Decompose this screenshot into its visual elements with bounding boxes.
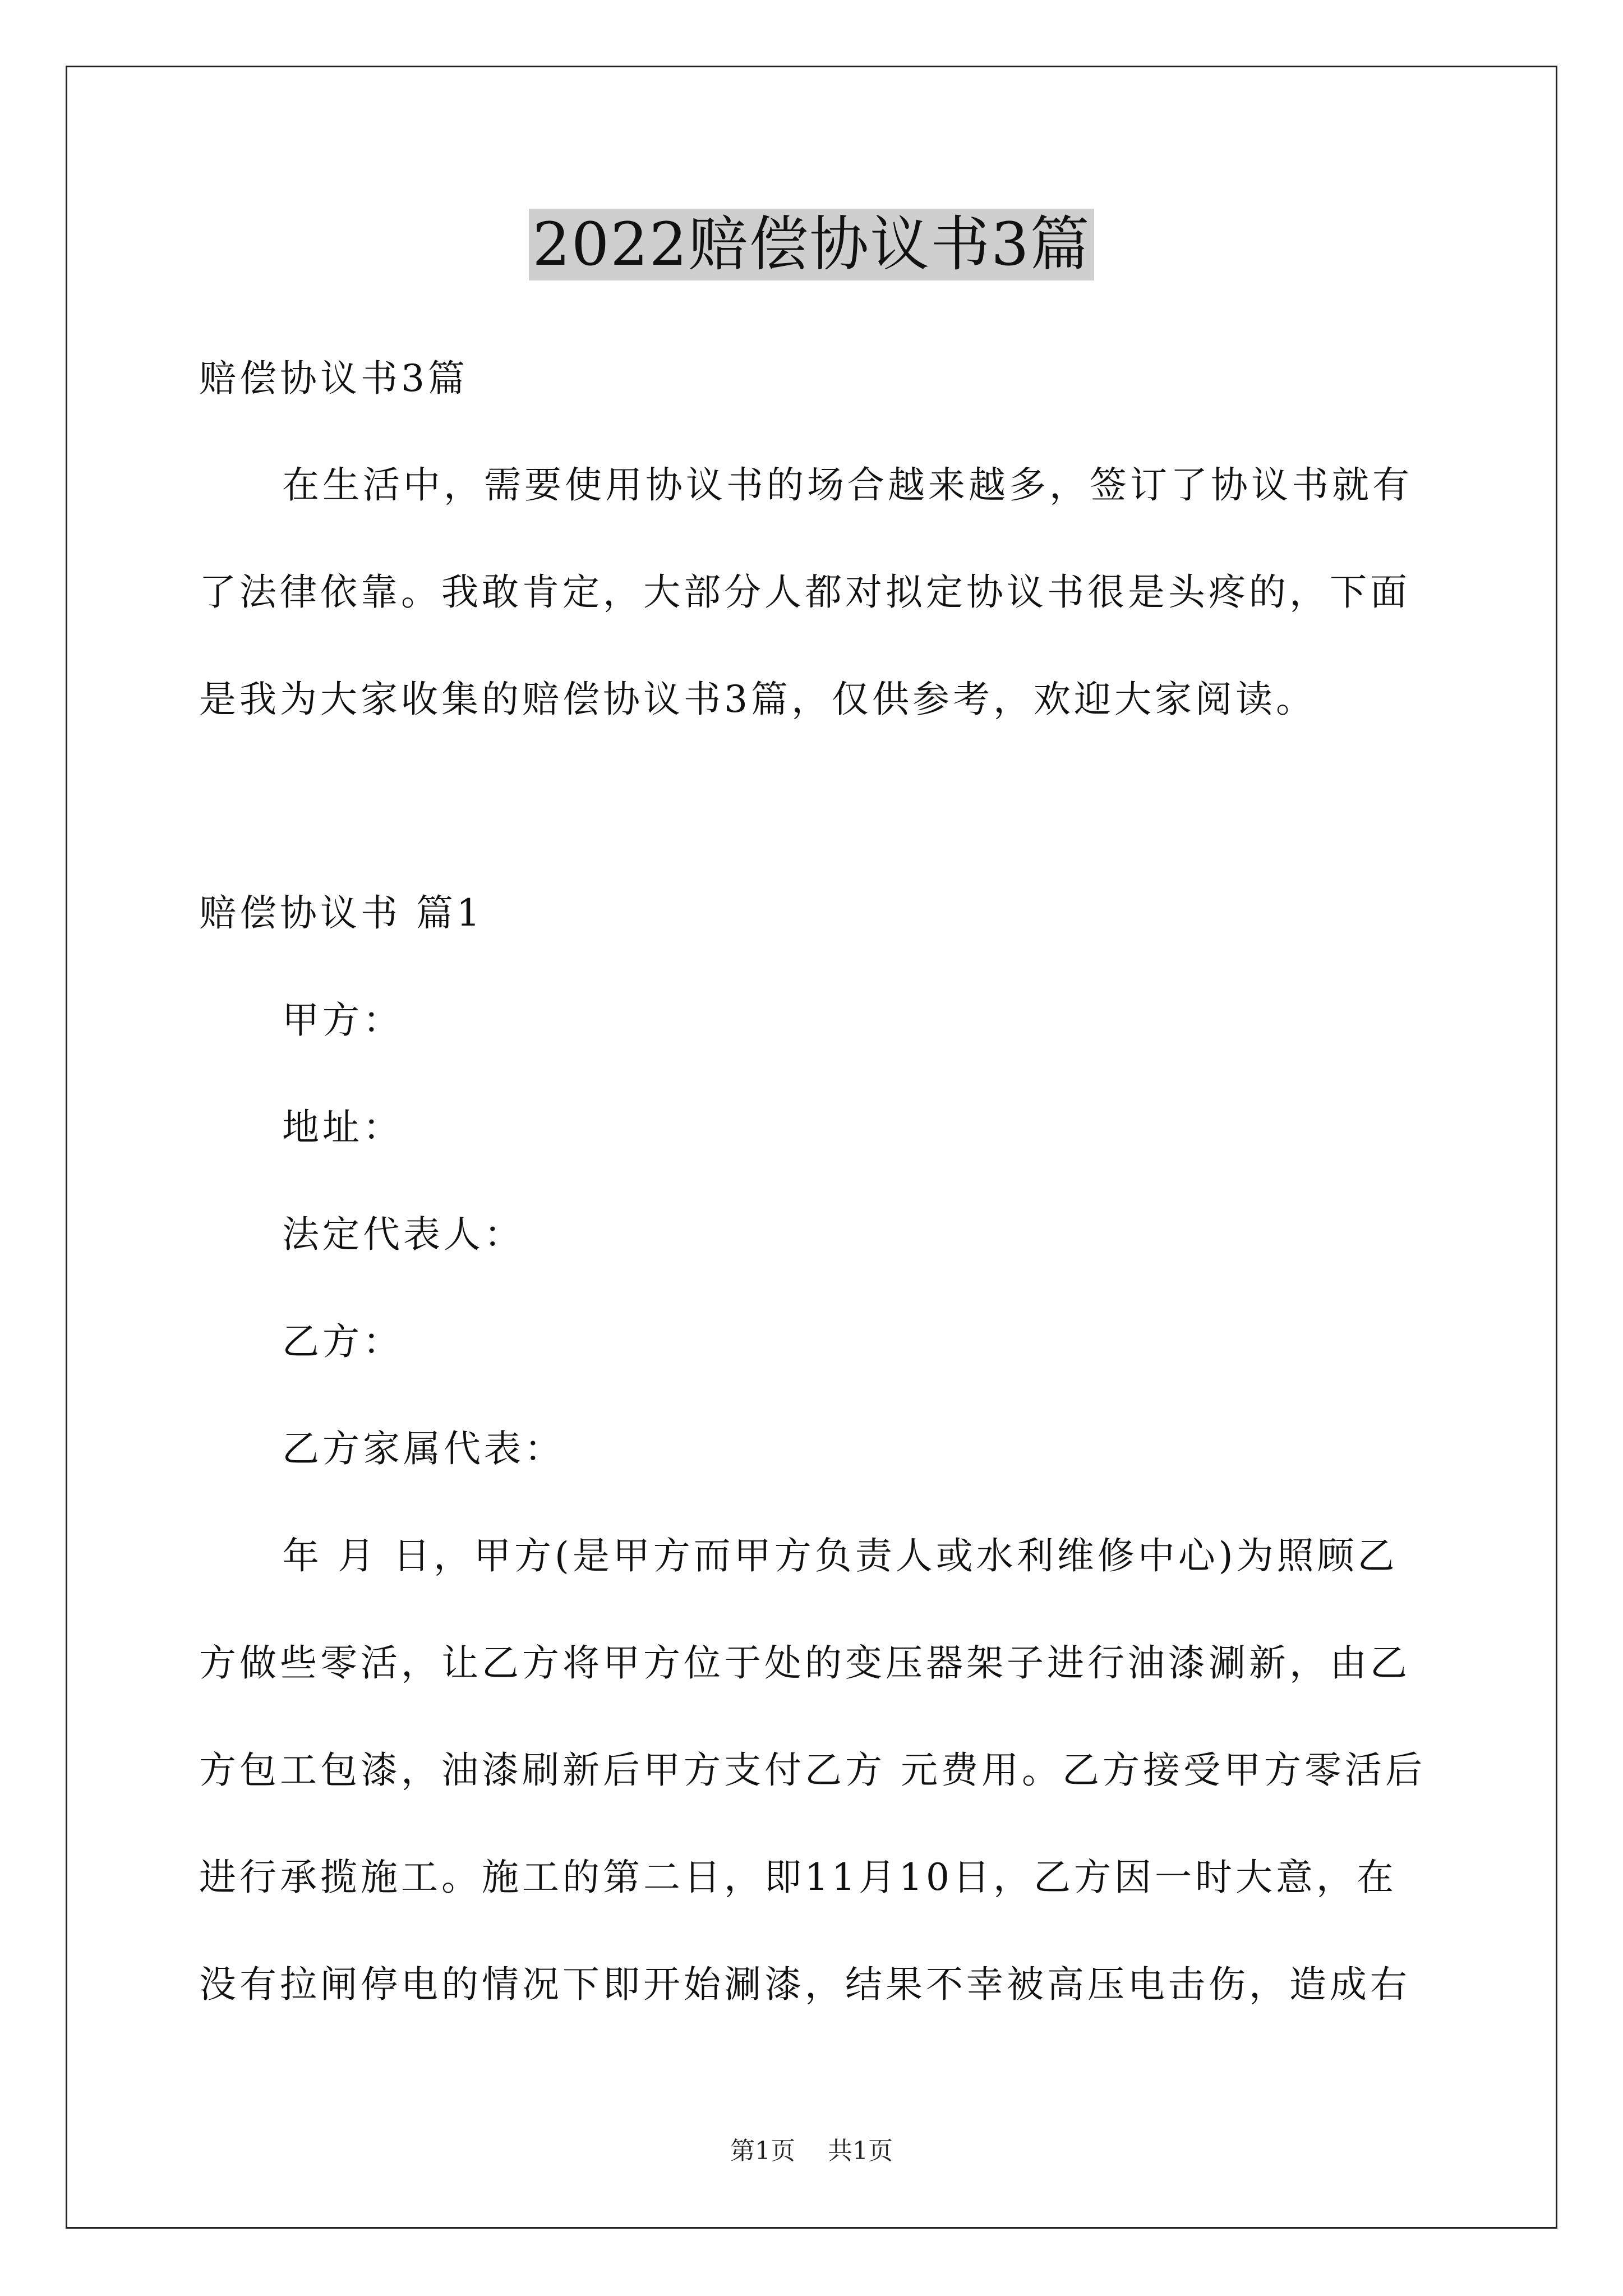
field-address: 地址： [282, 1106, 403, 1149]
field-party-b: 乙方： [282, 1320, 403, 1363]
document-subtitle: 赔偿协议书3篇 [199, 357, 468, 400]
page-number: 第1页 [730, 2137, 795, 2165]
intro-paragraph-line-2: 了法律依靠。我敢肯定，大部分人都对拟定协议书很是头疼的，下面 [199, 570, 1410, 614]
section-heading: 赔偿协议书 篇1 [199, 891, 483, 935]
field-party-b-family-representative: 乙方家属代表： [282, 1427, 565, 1470]
field-party-a: 甲方： [282, 999, 403, 1042]
body-paragraph-line-3: 方包工包漆，油漆刷新后甲方支付乙方 元费用。乙方接受甲方零活后 [199, 1749, 1426, 1792]
body-paragraph-line-4: 进行承揽施工。施工的第二日，即11月10日，乙方因一时大意，在 [199, 1856, 1397, 1899]
body-paragraph-line-5: 没有拉闸停电的情况下即开始涮漆，结果不幸被高压电击伤，造成右 [199, 1963, 1410, 2006]
body-paragraph-line-1: 年 月 日，甲方(是甲方而甲方负责人或水利维修中心)为照顾乙 [282, 1534, 1398, 1577]
intro-paragraph-line-3: 是我为大家收集的赔偿协议书3篇，仅供参考，欢迎大家阅读。 [199, 678, 1316, 721]
page-total: 共1页 [828, 2137, 893, 2165]
document-title: 2022赔偿协议书3篇 [529, 209, 1094, 280]
intro-paragraph-line-1: 在生活中，需要使用协议书的场合越来越多，签订了协议书就有 [282, 463, 1413, 507]
field-legal-representative: 法定代表人： [282, 1213, 524, 1256]
body-paragraph-line-2: 方做些零活，让乙方将甲方位于处的变压器架子进行油漆涮新，由乙 [199, 1641, 1410, 1685]
title-container [0, 209, 1623, 280]
page-footer [0, 2136, 1623, 2166]
